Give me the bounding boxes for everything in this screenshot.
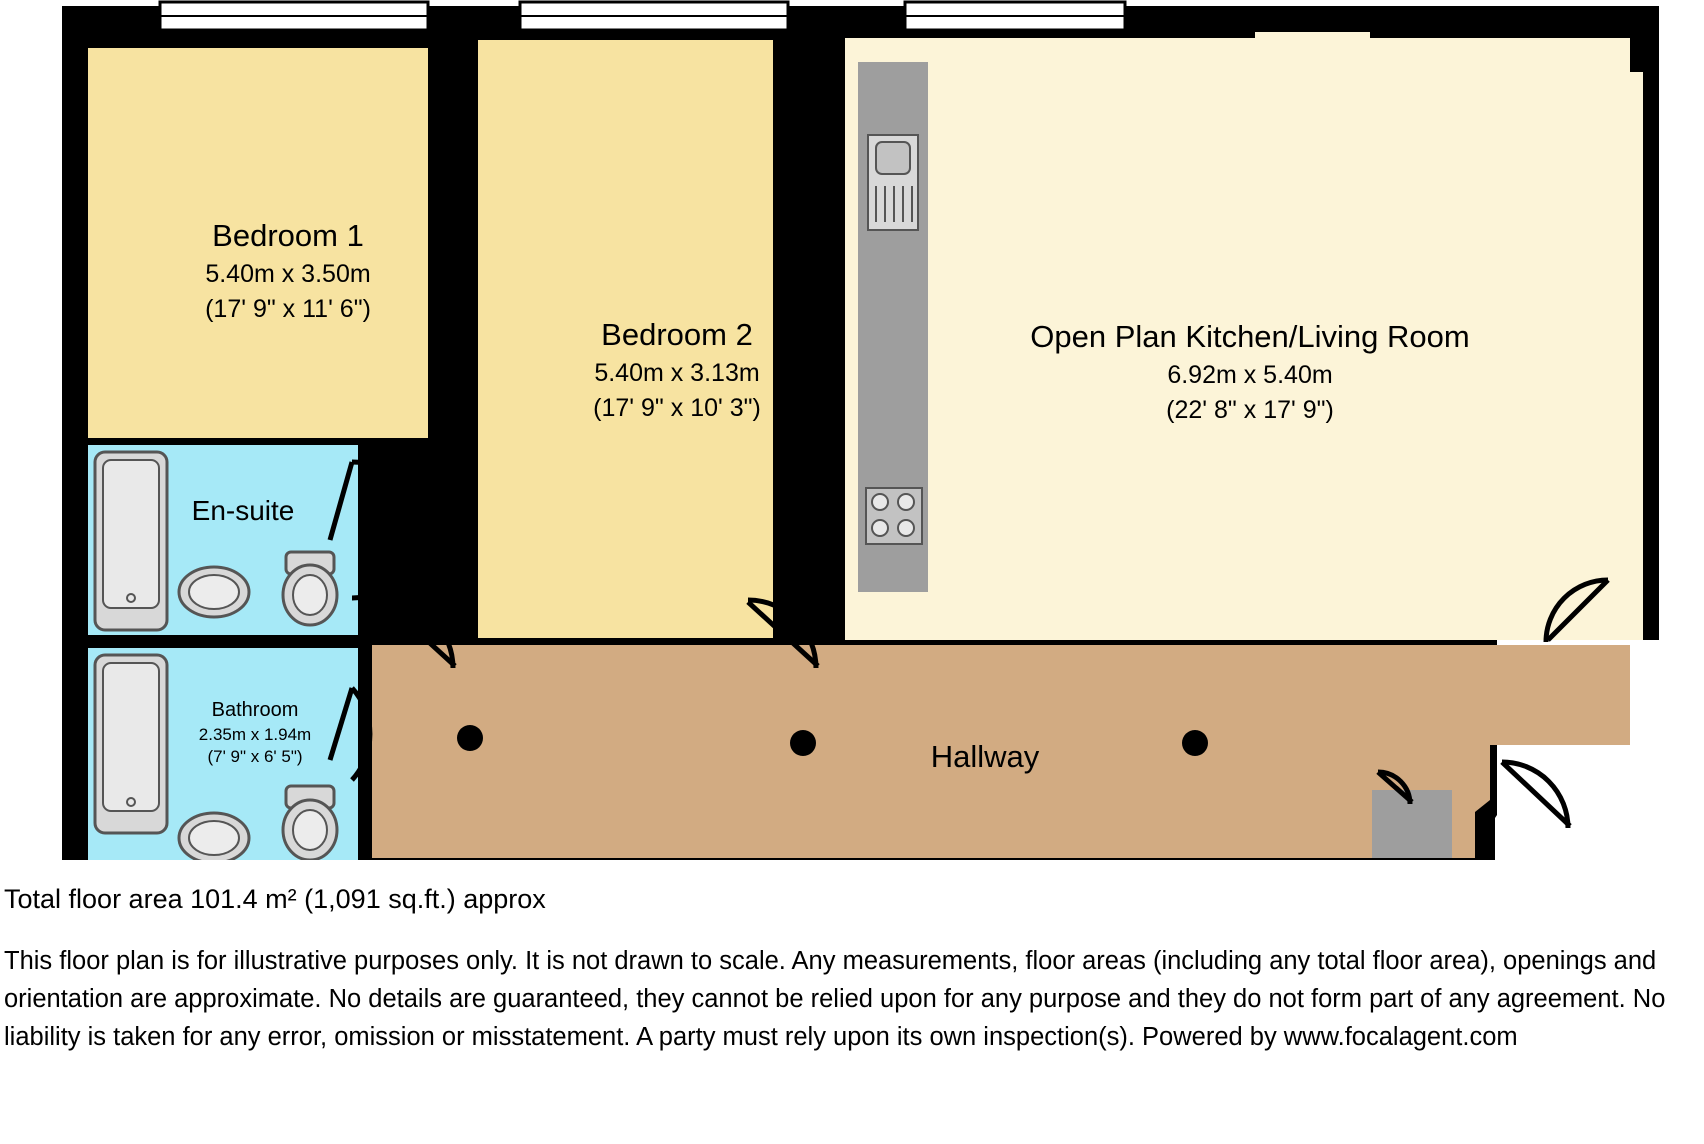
open-plan-dim-imperial: (22' 8" x 17' 9") [1166,396,1334,424]
hallway-name: Hallway [930,739,1040,774]
footer [0,860,1704,1056]
ceiling-light-icon [457,725,483,751]
hob-ring-icon [898,494,914,510]
basin-bowl-icon [189,821,239,855]
open-plan-name: Open Plan Kitchen/Living Room [1030,319,1470,354]
bedroom-1-name: Bedroom 1 [212,218,364,253]
toilet-seat-icon [293,810,327,850]
open-plan-dim-metric: 6.92m x 5.40m [1167,361,1333,389]
sink-basin-icon [876,142,910,174]
bathtub-inner-icon [103,460,159,608]
bathtub-inner-icon [103,663,159,811]
hob-ring-icon [872,494,888,510]
hob-ring-icon [898,520,914,536]
bathroom-dim-imperial: (7' 9" x 6' 5") [207,747,303,766]
ceiling-light-icon [1182,730,1208,756]
window-group [160,2,1125,30]
bathroom-name: Bathroom [211,699,299,721]
total-floor-area: Total floor area 101.4 m² (1,091 sq.ft.) approx [4,884,546,914]
bedroom-2-dim-metric: 5.40m x 3.13m [594,359,760,387]
bedroom-2-name: Bedroom 2 [601,317,753,352]
bathroom-dim-metric: 2.35m x 1.94m [198,725,312,744]
bedroom-2-dim-imperial: (17' 9" x 10' 3") [593,394,761,422]
basin-bowl-icon [189,575,239,609]
hob-ring-icon [872,520,888,536]
toilet-seat-icon [293,575,327,615]
disclaimer-text: This floor plan is for illustrative purposes only. It is not drawn to scale. Any measurements, floor areas (including any total floor area), openings and orientation are approximate. No details are guaranteed, they cannot be relied upon for any purpose and they do not form part of any agreement. No liability is taken for any error, omission or misstatement. A party must rely upon its own inspection(s). Powered by www.focalagent.com [4,947,1666,1051]
ceiling-light-icon [790,730,816,756]
en-suite-name: En-suite [191,495,295,526]
bedroom-1-dim-metric: 5.40m x 3.50m [205,260,371,288]
bedroom-1-dim-imperial: (17' 9" x 11' 6") [205,295,371,323]
